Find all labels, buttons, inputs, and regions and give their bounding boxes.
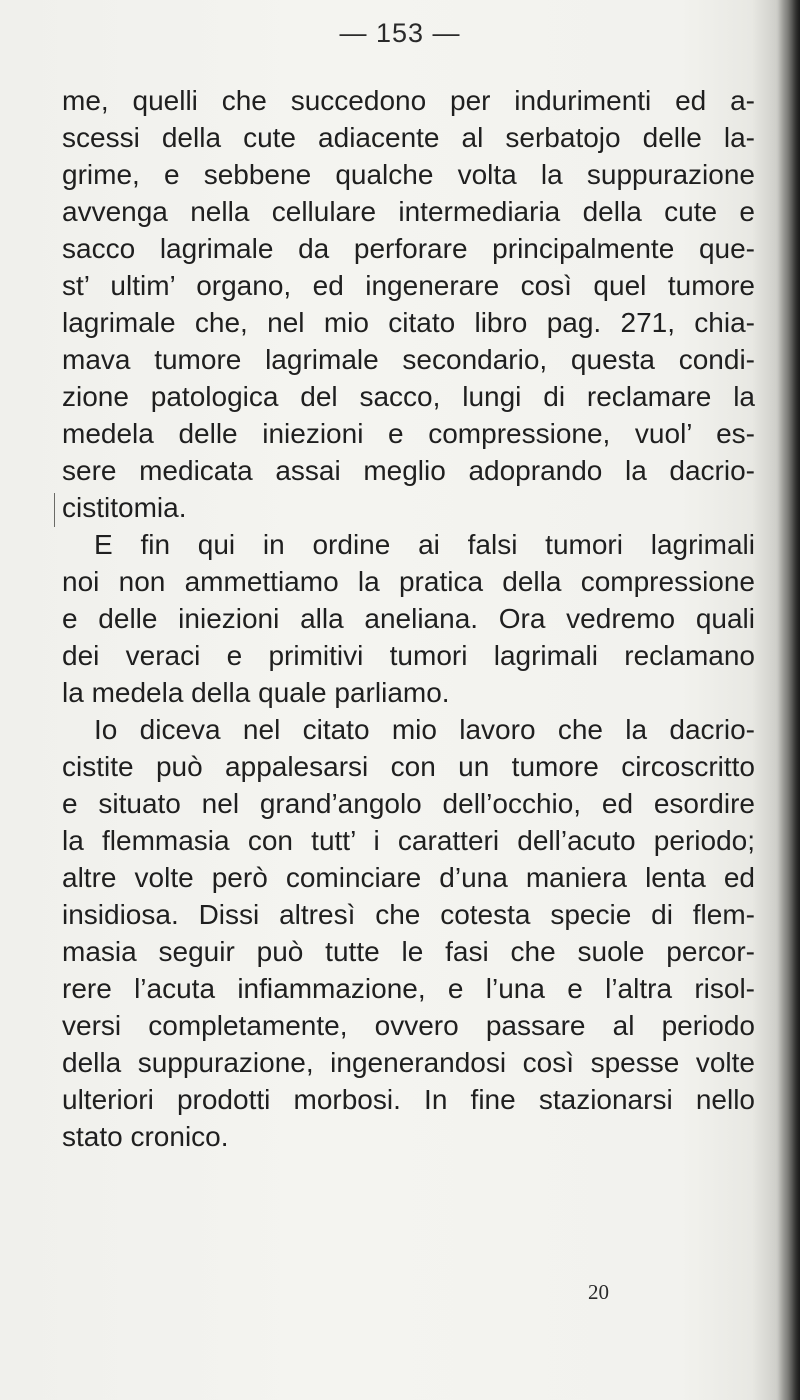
text-line: dei veraci e primitivi tumori lagrimali reclamano (62, 640, 755, 671)
text-line: versi completamente, ovvero passare al periodo (62, 1010, 755, 1041)
text-line: lagrimale che, nel mio citato libro pag. 271, chia- (62, 307, 755, 338)
margin-mark (54, 493, 55, 527)
text-line: cistite può appalesarsi con un tumore circoscritto (62, 751, 755, 782)
text-line: scessi della cute adiacente al serbatojo delle la- (62, 122, 755, 153)
text-line: insidiosa. Dissi altresì che cotesta specie di flem- (62, 899, 755, 930)
text-line: zione patologica del sacco, lungi di reclamare la (62, 381, 755, 412)
text-line: sacco lagrimale da perforare principalmente que- (62, 233, 755, 264)
text-line: della suppurazione, ingenerandosi così spesse volte (62, 1047, 755, 1078)
text-line: la medela della quale parliamo. (62, 677, 450, 708)
text-line: e delle iniezioni alla aneliana. Ora vedremo quali (62, 603, 755, 634)
text-line: Io diceva nel citato mio lavoro che la dacrio- (94, 714, 755, 745)
page-number: — 153 — (339, 18, 461, 48)
text-line: E fin qui in ordine ai falsi tumori lagrimali (94, 529, 755, 560)
text-line: me, quelli che succedono per indurimenti ed a- (62, 85, 755, 116)
text-line: avvenga nella cellulare intermediaria della cute e (62, 196, 755, 227)
text-line: medela delle iniezioni e compressione, vuol’ es- (62, 418, 755, 449)
text-line: masia seguir può tutte le fasi che suole percor- (62, 936, 755, 967)
text-line: rere l’acuta infiammazione, e l’una e l’altra risol- (62, 973, 755, 1004)
body-text (62, 82, 755, 1155)
text-line: grime, e sebbene qualche volta la suppurazione (62, 159, 755, 190)
text-line: mava tumore lagrimale secondario, questa condi- (62, 344, 755, 375)
text-line: st’ ultim’ organo, ed ingenerare così quel tumore (62, 270, 755, 301)
text-line: la flemmasia con tutt’ i caratteri dell’acuto periodo; (62, 825, 755, 856)
text-line: e situato nel grand’angolo dell’occhio, ed esordire (62, 788, 755, 819)
page-edge-shadow (778, 0, 800, 1400)
text-line: stato cronico. (62, 1121, 229, 1152)
signature-mark: 20 (588, 1280, 609, 1304)
text-line: cistitomia. (62, 492, 187, 523)
text-line: altre volte però cominciare d’una maniera lenta ed (62, 862, 755, 893)
text-line: ulteriori prodotti morbosi. In fine stazionarsi nello (62, 1084, 755, 1115)
text-line: sere medicata assai meglio adoprando la dacrio- (62, 455, 755, 486)
text-line: noi non ammettiamo la pratica della compressione (62, 566, 755, 597)
